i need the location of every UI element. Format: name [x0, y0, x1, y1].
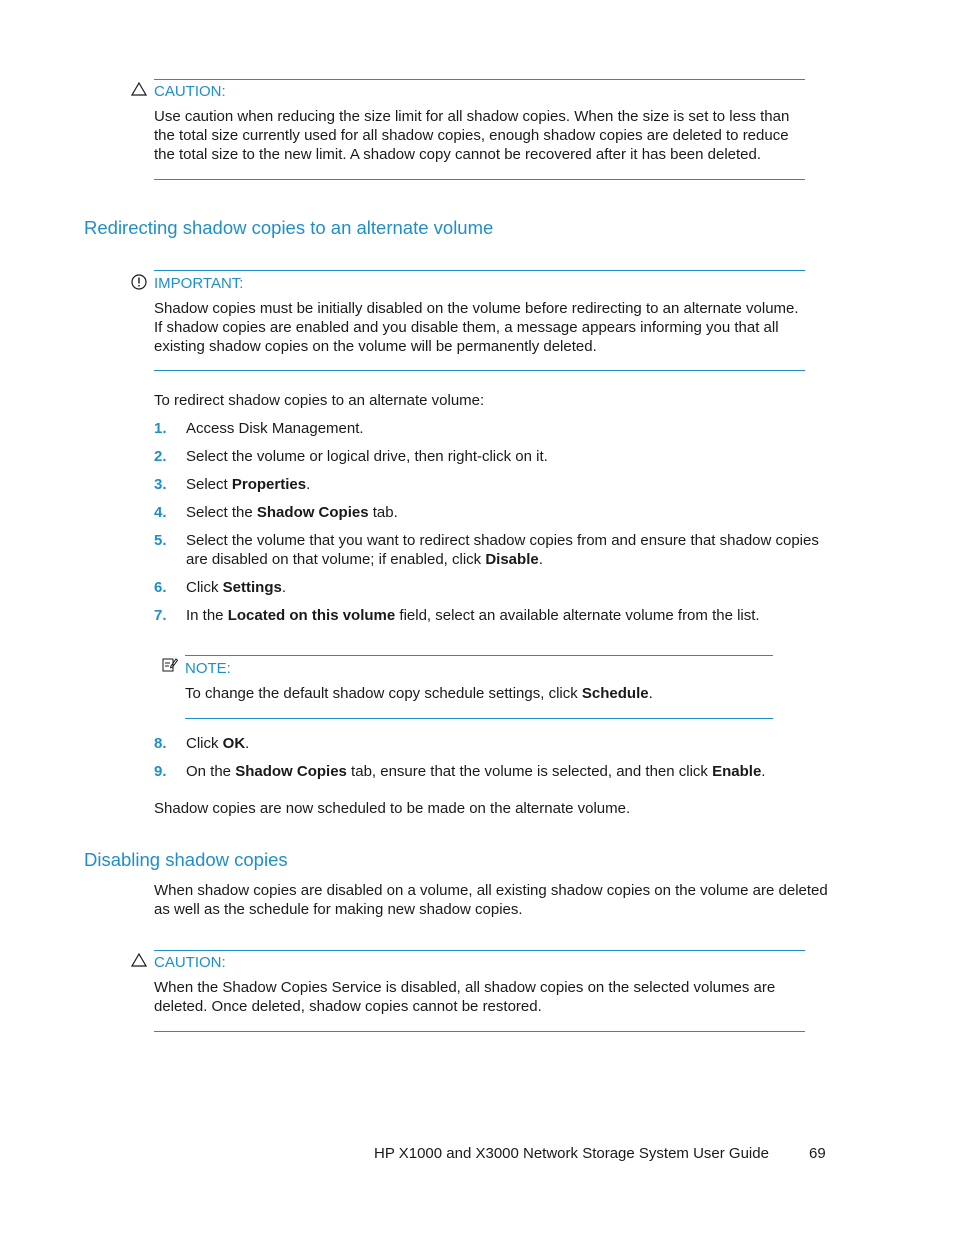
- caution-bottom-rule: [154, 1031, 805, 1032]
- note-text: To change the default shadow copy schedule settings, click Schedule.: [185, 685, 653, 702]
- step-text: Click Settings.: [186, 579, 287, 596]
- caution-text: When the Shadow Copies Service is disabled, all shadow copies on the selected volumes are deleted. Once deleted, shadow copies cannot be restored.: [154, 979, 776, 1015]
- important-exclamation-icon: [131, 274, 147, 290]
- step-number: 8.: [154, 735, 167, 752]
- step-number: 7.: [154, 607, 167, 624]
- page-number: 69: [809, 1145, 826, 1162]
- step-text: Select the Shadow Copies tab.: [186, 504, 398, 521]
- step-number: 1.: [154, 420, 167, 437]
- important-text: Shadow copies must be initially disabled on the volume before redirecting to an alternate volume. If shadow copies are enabled and you disable them, a message appears informing you that all existing shadow copies on the volume will be permanently deleted.: [154, 300, 799, 355]
- caution-top-rule: [154, 79, 805, 80]
- caution-text: Use caution when reducing the size limit for all shadow copies. When the size is set to less than the total size currently used for all shadow copies, enough shadow copies are deleted to reduce the total size to the new limit. A shadow copy cannot be recovered after it has been deleted.: [154, 108, 790, 163]
- step-number: 3.: [154, 476, 167, 493]
- caution-label: CAUTION:: [154, 954, 226, 971]
- procedure-intro: To redirect shadow copies to an alternate volume:: [154, 392, 485, 409]
- important-top-rule: [154, 270, 805, 271]
- step-text: Access Disk Management.: [186, 420, 364, 437]
- step-text: Select the volume or logical drive, then right-click on it.: [186, 448, 548, 465]
- caution-triangle-icon: [131, 953, 147, 967]
- procedure-outro: Shadow copies are now scheduled to be made on the alternate volume.: [154, 800, 631, 817]
- note-label: NOTE:: [185, 660, 231, 677]
- section-heading-disabling: Disabling shadow copies: [84, 849, 288, 870]
- step-text: Select the volume that you want to redirect shadow copies from and ensure that shadow copies are disabled on that volume; if enabled, click Disable.: [186, 532, 819, 568]
- note-bottom-rule: [185, 718, 773, 719]
- step-text: Select Properties.: [186, 476, 311, 493]
- step-number: 9.: [154, 763, 167, 780]
- important-label: IMPORTANT:: [154, 275, 244, 292]
- step-text: On the Shadow Copies tab, ensure that the volume is selected, and then click Enable.: [186, 763, 766, 780]
- step-number: 4.: [154, 504, 167, 521]
- footer-title: HP X1000 and X3000 Network Storage System User Guide: [374, 1145, 769, 1162]
- caution-top-rule: [154, 950, 805, 951]
- disabling-intro: When shadow copies are disabled on a volume, all existing shadow copies on the volume are deleted as well as the schedule for making new shadow copies.: [154, 882, 828, 918]
- caution-triangle-icon: [131, 82, 147, 96]
- note-top-rule: [185, 655, 773, 656]
- section-heading-redirecting: Redirecting shadow copies to an alternate volume: [84, 217, 494, 238]
- step-text: Click OK.: [186, 735, 250, 752]
- note-pencil-icon: [162, 657, 178, 672]
- step-text: In the Located on this volume field, select an available alternate volume from the list.: [186, 607, 760, 624]
- step-number: 6.: [154, 579, 167, 596]
- caution-label: CAUTION:: [154, 83, 226, 100]
- caution-bottom-rule: [154, 179, 805, 180]
- important-bottom-rule: [154, 370, 805, 371]
- step-number: 2.: [154, 448, 167, 465]
- step-number: 5.: [154, 532, 167, 549]
